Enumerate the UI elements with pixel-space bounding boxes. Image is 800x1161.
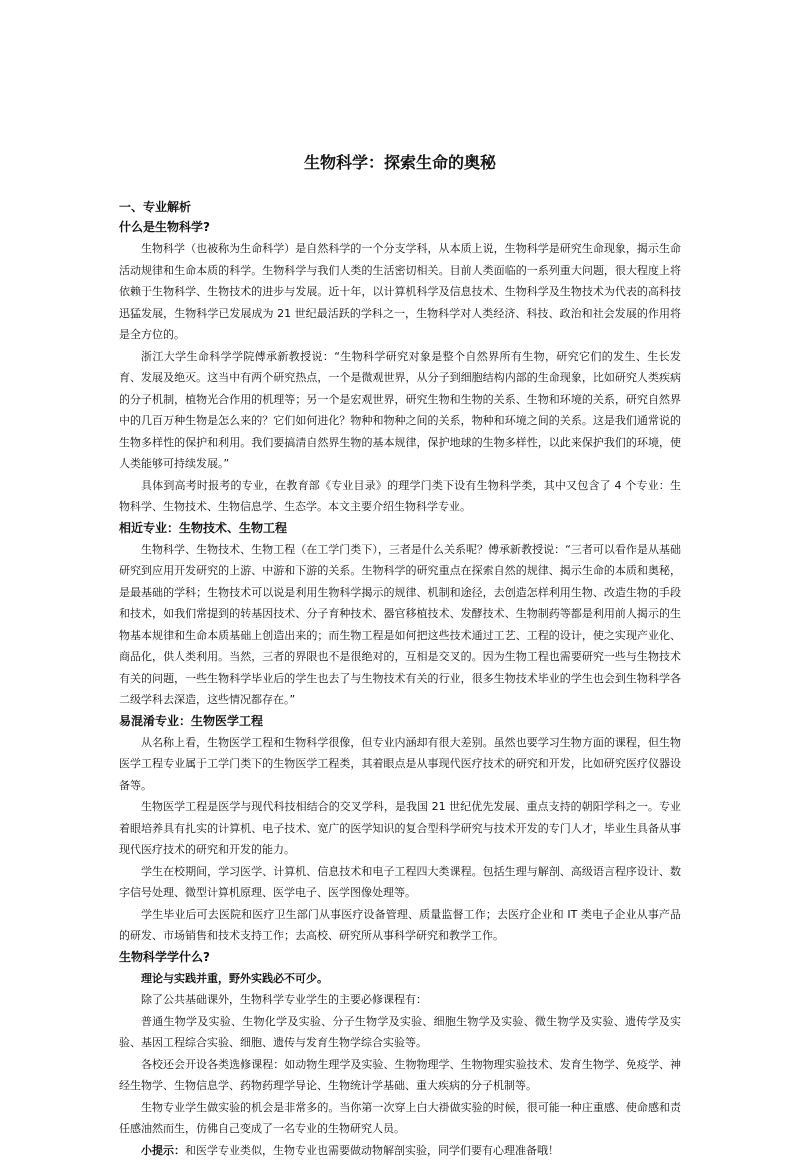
tip-text: 和医学专业类似，生物专业也需要做动物解剖实验，同学们要有心理准备哦！ bbox=[185, 1144, 559, 1157]
paragraph: 学生毕业后可去医院和医疗卫生部门从事医疗设备管理、质量监督工作；去医疗企业和 IT 类电子企业从事产品的研发、市场销售和技术支持工作；去高校、研究所从事科学研究和教学工作。 bbox=[119, 904, 681, 947]
subheading-related-majors: 相近专业：生物技术、生物工程 bbox=[119, 518, 681, 539]
paragraph: 生物科学（也被称为生命科学）是自然科学的一个分支学科，从本质上说，生物科学是研究生命现象，揭示生命活动规律和生命本质的科学。生物科学与我们人类的生活密切相关。目前人类面临的一系列重大问题，很大程度上将依赖于生物科学、生物技术的进步与发展。近十年，以计算机科学及信息技术、生物科学及生物技术为代表的高科技迅猛发展，生物科学已发展成为 21 世纪最活跃的学科之一，生物科学对人类经济、科技、政治和社会发展的作用将是全方位的。 bbox=[119, 238, 681, 346]
document-title: 生物科学：探索生命的奥秘 bbox=[119, 150, 681, 173]
paragraph: 除了公共基础课外，生物科学专业学生的主要必修课程有： bbox=[119, 989, 681, 1011]
subheading-confusable-major: 易混淆专业：生物医学工程 bbox=[119, 711, 681, 732]
paragraph: 生物专业学生做实验的机会是非常多的。当你第一次穿上白大褂做实验的时候，很可能一种庄重感、使命感和责任感油然而生，仿佛自己变成了一名专业的生物研究人员。 bbox=[119, 1097, 681, 1140]
tip-label: 小提示： bbox=[141, 1144, 185, 1157]
paragraph: 生物科学、生物技术、生物工程（在工学门类下），三者是什么关系呢？傅承新教授说：“三者可以看作是从基础研究到应用开发研究的上游、中游和下游的关系。生物科学的研究重点在探索自然的规律、揭示生命的本质和奥秘，是最基础的学科；生物技术可以说是利用生物科学揭示的规律、机制和途径，去创造怎样利用生物、改造生物的手段和技术，如我们常提到的转基因技术、分子育种技术、器官移植技术、发酵技术、生物制药等都是利用前人揭示的生物基本规律和生命本质基础上创造出来的；而生物工程是如何把这些技术通过工艺、工程的设计，使之实现产业化、商品化，供人类利用。当然，三者的界限也不是很绝对的，互相是交叉的。因为生物工程也需要研究一些与生物技术有关的问题，一些生物科学毕业后的学生也去了与生物技术有关的行业，很多生物技术毕业的学生也会到生物科学各二级学科去深造，这些情况都存在。” bbox=[119, 539, 681, 711]
paragraph: 浙江大学生命科学学院傅承新教授说：“生物科学研究对象是整个自然界所有生物，研究它们的发生、生长发育、发展及绝灭。这当中有两个研究热点，一个是微观世界，从分子到细胞结构内部的生命现象，比如研究人类疾病的分子机制，植物光合作用的机理等；另一个是宏观世界，研究生物和生物的关系、生物和环境的关系，研究自然界中的几百万种生物是怎么来的？它们如何进化？物种和物种之间的关系，物种和环境之间的关系。这是我们通常说的生物多样性的保护和利用。我们要搞清自然界生物的基本规律，保护地球的生物多样性，以此来保护我们的环境，使人类能够可持续发展。” bbox=[119, 346, 681, 475]
lead-sentence: 理论与实践并重，野外实践必不可少。 bbox=[119, 968, 681, 990]
paragraph: 生物医学工程是医学与现代科技相结合的交叉学科，是我国 21 世纪优先发展、重点支持的朝阳学科之一。专业着眼培养具有扎实的计算机、电子技术、宽广的医学知识的复合型科学研究与技术开发的专门人才，毕业生具备从事现代医疗技术的研究和开发的能力。 bbox=[119, 796, 681, 861]
section-heading: 一、专业解析 bbox=[119, 197, 681, 217]
document-page bbox=[119, 150, 681, 1161]
paragraph: 学生在校期间，学习医学、计算机、信息技术和电子工程四大类课程。包括生理与解剖、高级语言程序设计、数字信号处理、微型计算机原理、医学电子、医学图像处理等。 bbox=[119, 861, 681, 904]
paragraph: 从名称上看，生物医学工程和生物科学很像，但专业内涵却有很大差别。虽然也要学习生物方面的课程，但生物医学工程专业属于工学门类下的生物医学工程类，其着眼点是从事现代医疗技术的研究和开发，比如研究医疗仪器设备等。 bbox=[119, 732, 681, 797]
subheading-what-to-study: 生物科学学什么? bbox=[119, 947, 681, 968]
subheading-what-is: 什么是生物科学? bbox=[119, 217, 681, 238]
paragraph: 具体到高考时报考的专业，在教育部《专业目录》的理学门类下设有生物科学类，其中又包含了 4 个专业：生物科学、生物技术、生物信息学、生态学。本文主要介绍生物科学专业。 bbox=[119, 475, 681, 518]
paragraph: 普通生物学及实验、生物化学及实验、分子生物学及实验、细胞生物学及实验、微生物学及实验、遗传学及实验、基因工程综合实验、细胞、遗传与发育生物学综合实验等。 bbox=[119, 1011, 681, 1054]
tip-paragraph bbox=[119, 1140, 681, 1161]
paragraph: 各校还会开设各类选修课程：如动物生理学及实验、生物物理学、生物物理实验技术、发育生物学、免疫学、神经生物学、生物信息学、药物药理学导论、生物统计学基础、重大疾病的分子机制等。 bbox=[119, 1054, 681, 1097]
